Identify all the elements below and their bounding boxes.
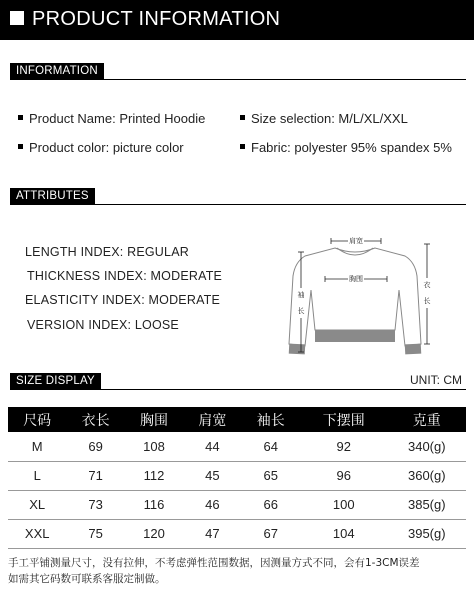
hoodie-hem: [315, 330, 395, 342]
section-divider: [10, 389, 466, 390]
bullet-icon: [18, 144, 23, 149]
info-product-color: [18, 140, 184, 155]
table-cell: 71: [66, 461, 124, 490]
table-cell: XL: [8, 490, 66, 519]
hoodie-cuff-left: [289, 344, 306, 355]
hoodie-cuff-right: [405, 344, 422, 355]
table-cell: 44: [183, 432, 241, 461]
table-cell: 112: [125, 461, 183, 490]
table-header-cell: 尺码: [8, 407, 66, 432]
table-cell: 69: [66, 432, 124, 461]
bullet-icon: [240, 115, 245, 120]
attr-length: LENGTH INDEX: REGULAR: [25, 245, 189, 259]
table-cell: 108: [125, 432, 183, 461]
info-size-selection-text: Size selection: M/L/XL/XXL: [251, 111, 408, 126]
table-cell: 100: [300, 490, 388, 519]
table-row: [8, 490, 466, 519]
table-header-row: [8, 407, 466, 432]
section-label-size-display: SIZE DISPLAY: [10, 373, 101, 389]
bullet-icon: [240, 144, 245, 149]
table-row: [8, 432, 466, 461]
attr-elasticity: ELASTICITY INDEX: MODERATE: [25, 293, 221, 307]
hoodie-measurement-diagram: [265, 226, 445, 366]
table-header-cell: 肩宽: [183, 407, 241, 432]
chest-label: 胸围: [349, 275, 363, 283]
attr-version: VERSION INDEX: LOOSE: [27, 318, 179, 332]
table-cell: 64: [242, 432, 300, 461]
table-header-cell: 衣长: [66, 407, 124, 432]
table-header-cell: 胸围: [125, 407, 183, 432]
info-size-selection: [240, 111, 408, 126]
section-label-information: INFORMATION: [10, 63, 104, 79]
info-fabric-text: Fabric: polyester 95% spandex 5%: [251, 140, 452, 155]
table-header-cell: 袖长: [242, 407, 300, 432]
table-cell: 65: [242, 461, 300, 490]
info-product-color-text: Product color: picture color: [29, 140, 184, 155]
table-row: [8, 519, 466, 548]
length-label-2: 长: [423, 297, 431, 305]
table-cell: 75: [66, 519, 124, 548]
sleeve-label-2: 长: [297, 307, 305, 315]
table-cell: 92: [300, 432, 388, 461]
table-cell: 395(g): [388, 519, 466, 548]
section-label-attributes: ATTRIBUTES: [10, 188, 95, 204]
table-cell: 45: [183, 461, 241, 490]
table-cell: XXL: [8, 519, 66, 548]
table-header-cell: 克重: [388, 407, 466, 432]
table-cell: 67: [242, 519, 300, 548]
table-cell: 47: [183, 519, 241, 548]
table-cell: L: [8, 461, 66, 490]
sleeve-label-1: 袖: [297, 291, 305, 299]
unit-label: UNIT: CM: [410, 373, 462, 387]
section-divider: [10, 79, 466, 80]
header-square-icon: [10, 11, 24, 25]
table-cell: 385(g): [388, 490, 466, 519]
info-fabric: [240, 140, 452, 155]
size-table: [8, 407, 466, 549]
attr-thickness: THICKNESS INDEX: MODERATE: [27, 269, 223, 283]
info-product-name: [18, 111, 205, 126]
length-label-1: 衣: [423, 281, 431, 289]
table-cell: 96: [300, 461, 388, 490]
table-cell: 120: [125, 519, 183, 548]
table-cell: 104: [300, 519, 388, 548]
page-header: [0, 0, 474, 40]
table-cell: 360(g): [388, 461, 466, 490]
measurement-note-line-1: 手工平铺测量尺寸，没有拉伸，不考虑弹性范围数据，因测量方式不同，会有1-3CM误差: [8, 557, 420, 569]
page-title: PRODUCT INFORMATION: [32, 8, 281, 30]
bullet-icon: [18, 115, 23, 120]
table-cell: 340(g): [388, 432, 466, 461]
shoulder-label: 肩宽: [349, 237, 363, 245]
section-divider: [10, 204, 466, 205]
table-row: [8, 461, 466, 490]
info-product-name-text: Product Name: Printed Hoodie: [29, 111, 206, 126]
table-cell: 46: [183, 490, 241, 519]
table-header-cell: 下摆围: [300, 407, 388, 432]
measurement-note-line-2: 如需其它码数可联系客服定制做。: [8, 573, 166, 585]
table-cell: 73: [66, 490, 124, 519]
table-cell: M: [8, 432, 66, 461]
table-cell: 66: [242, 490, 300, 519]
table-cell: 116: [125, 490, 183, 519]
